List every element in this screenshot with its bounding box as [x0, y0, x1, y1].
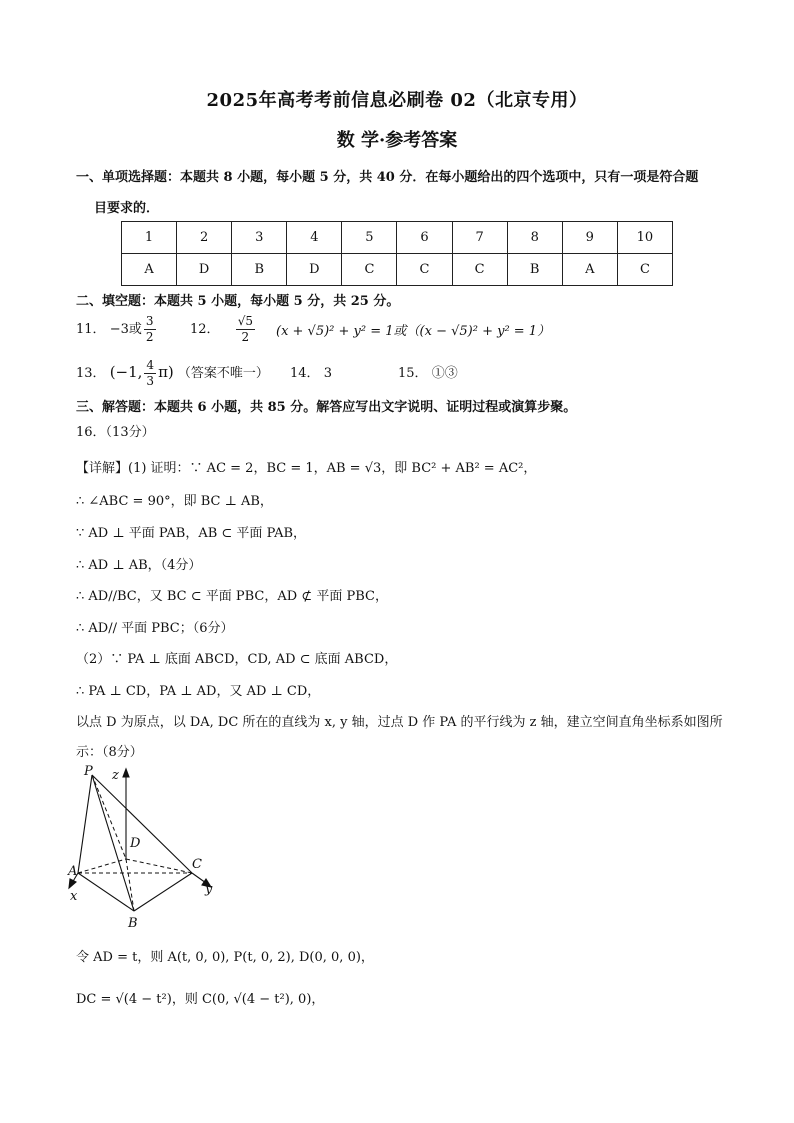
table-cell: 2 — [177, 222, 232, 254]
q16-heading: 16．（13分） — [76, 425, 155, 440]
edge-bc — [134, 873, 192, 911]
table-cell: 1 — [122, 222, 177, 254]
q12-fraction — [236, 314, 255, 345]
table-cell: 7 — [452, 222, 507, 254]
answer-q12 — [190, 314, 257, 345]
edge-ad-hidden — [78, 859, 126, 873]
table-cell: 3 — [232, 222, 287, 254]
q13-note: （答案不唯一） — [177, 366, 269, 381]
q12-equation: (x + √5)² + y² = 1或（(x − √5)² + y² = 1） — [276, 324, 551, 339]
q14-answer: 3 — [323, 366, 332, 381]
derivation-line: 令 AD = t，则 A(t, 0, 0), P(t, 0, 2), D(0, 0, 0)， — [76, 950, 374, 965]
page-subtitle: 数 学·参考答案 — [336, 130, 458, 151]
z-axis-arrow — [123, 769, 129, 777]
q11-answer-prefix: −3或 — [109, 322, 142, 337]
q13-frac-num: 4 — [146, 358, 155, 372]
proof-line: （2）∵ PA ⊥ 底面 ABCD，CD, AD ⊂ 底面 ABCD， — [76, 652, 398, 667]
proof-line: 示：（8分） — [76, 745, 143, 760]
table-cell: B — [507, 254, 562, 286]
label-y: y — [205, 882, 213, 897]
label-c: C — [192, 857, 202, 872]
q15-label: 15． — [398, 366, 428, 381]
q13-fraction — [144, 358, 156, 389]
proof-line: ∴ AD ⊥ AB，（4分） — [76, 558, 202, 573]
answer-table-answer-row — [122, 254, 673, 286]
q11-frac-den: 2 — [145, 330, 154, 344]
q11-frac-num: 3 — [145, 314, 154, 328]
table-cell: D — [287, 254, 342, 286]
table-cell: 5 — [342, 222, 397, 254]
edge-ab — [78, 873, 134, 911]
table-cell: 10 — [617, 222, 672, 254]
answer-q15 — [398, 362, 458, 381]
proof-line: ∵ AD ⊥ 平面 PAB，AB ⊂ 平面 PAB， — [76, 526, 307, 541]
table-cell: 8 — [507, 222, 562, 254]
edge-dc-hidden — [126, 859, 192, 873]
section2-intro: 二、填空题：本题共 5 小题，每小题 5 分，共 25 分。 — [76, 294, 400, 309]
table-cell: D — [177, 254, 232, 286]
x-axis-arrow — [69, 879, 76, 888]
derivation-line: DC = √(4 − t²)，则 C(0, √(4 − t²), 0)， — [76, 992, 325, 1007]
table-cell: A — [562, 254, 617, 286]
edge-pd-hidden — [92, 775, 126, 859]
label-z: z — [112, 768, 119, 783]
q13-frac-den: 3 — [146, 374, 155, 388]
q12-frac-den: 2 — [241, 330, 250, 344]
page-title: 2025年高考考前信息必刷卷 02（北京专用） — [206, 90, 588, 111]
table-cell: C — [452, 254, 507, 286]
table-cell: 6 — [397, 222, 452, 254]
table-cell: A — [122, 254, 177, 286]
label-x: x — [70, 889, 78, 904]
q13-point-suffix: π) — [158, 363, 174, 381]
table-cell: 4 — [287, 222, 342, 254]
proof-line: ∴ AD// 平面 PBC；（6分） — [76, 621, 234, 636]
edge-pa — [78, 775, 92, 873]
q11-label: 11． — [76, 322, 106, 337]
proof-line: 以点 D 为原点，以 DA, DC 所在的直线为 x, y 轴，过点 D 作 PA 的平行线为 z 轴，建立空间直角坐标系如图所 — [76, 715, 723, 730]
answer-table — [121, 221, 673, 286]
q13-point-prefix: (−1, — [109, 363, 143, 381]
answer-q13 — [76, 358, 269, 389]
table-cell: C — [342, 254, 397, 286]
q12-label: 12． — [190, 322, 220, 337]
proof-line: ∴ AD//BC，又 BC ⊂ 平面 PBC，AD ⊄ 平面 PBC， — [76, 589, 388, 604]
q11-fraction — [144, 314, 156, 345]
label-d: D — [130, 836, 141, 851]
table-cell: C — [617, 254, 672, 286]
table-cell: C — [397, 254, 452, 286]
proof-line: ∴ ∠ABC = 90°，即 BC ⊥ AB， — [76, 494, 273, 509]
q15-answer: ①③ — [431, 366, 458, 381]
answer-table-number-row — [122, 222, 673, 254]
label-p: P — [84, 765, 93, 779]
q14-label: 14． — [290, 366, 320, 381]
proof-line: ∴ PA ⊥ CD，PA ⊥ AD，又 AD ⊥ CD， — [76, 684, 321, 699]
proof-line: 【详解】(1) 证明：∵ AC = 2，BC = 1，AB = √3，即 BC² + AB² = AC²， — [76, 461, 537, 476]
q12-frac-num: √5 — [237, 314, 253, 328]
answer-q14 — [290, 362, 332, 381]
section3-intro: 三、解答题：本题共 6 小题，共 85 分。解答应写出文字说明、证明过程或演算步聚。 — [76, 400, 577, 415]
pyramid-figure — [66, 765, 236, 935]
section1-intro-line2: 目要求的． — [94, 201, 160, 216]
q13-label: 13． — [76, 366, 106, 381]
answer-q11 — [76, 314, 158, 345]
table-cell: B — [232, 254, 287, 286]
label-a: A — [68, 864, 78, 879]
section1-intro-line1: 一、单项选择题：本题共 8 小题，每小题 5 分，共 40 分．在每小题给出的四个选项中，只有一项是符合题 — [76, 170, 699, 185]
table-cell: 9 — [562, 222, 617, 254]
label-b: B — [128, 916, 138, 931]
edge-db-hidden — [126, 859, 134, 911]
